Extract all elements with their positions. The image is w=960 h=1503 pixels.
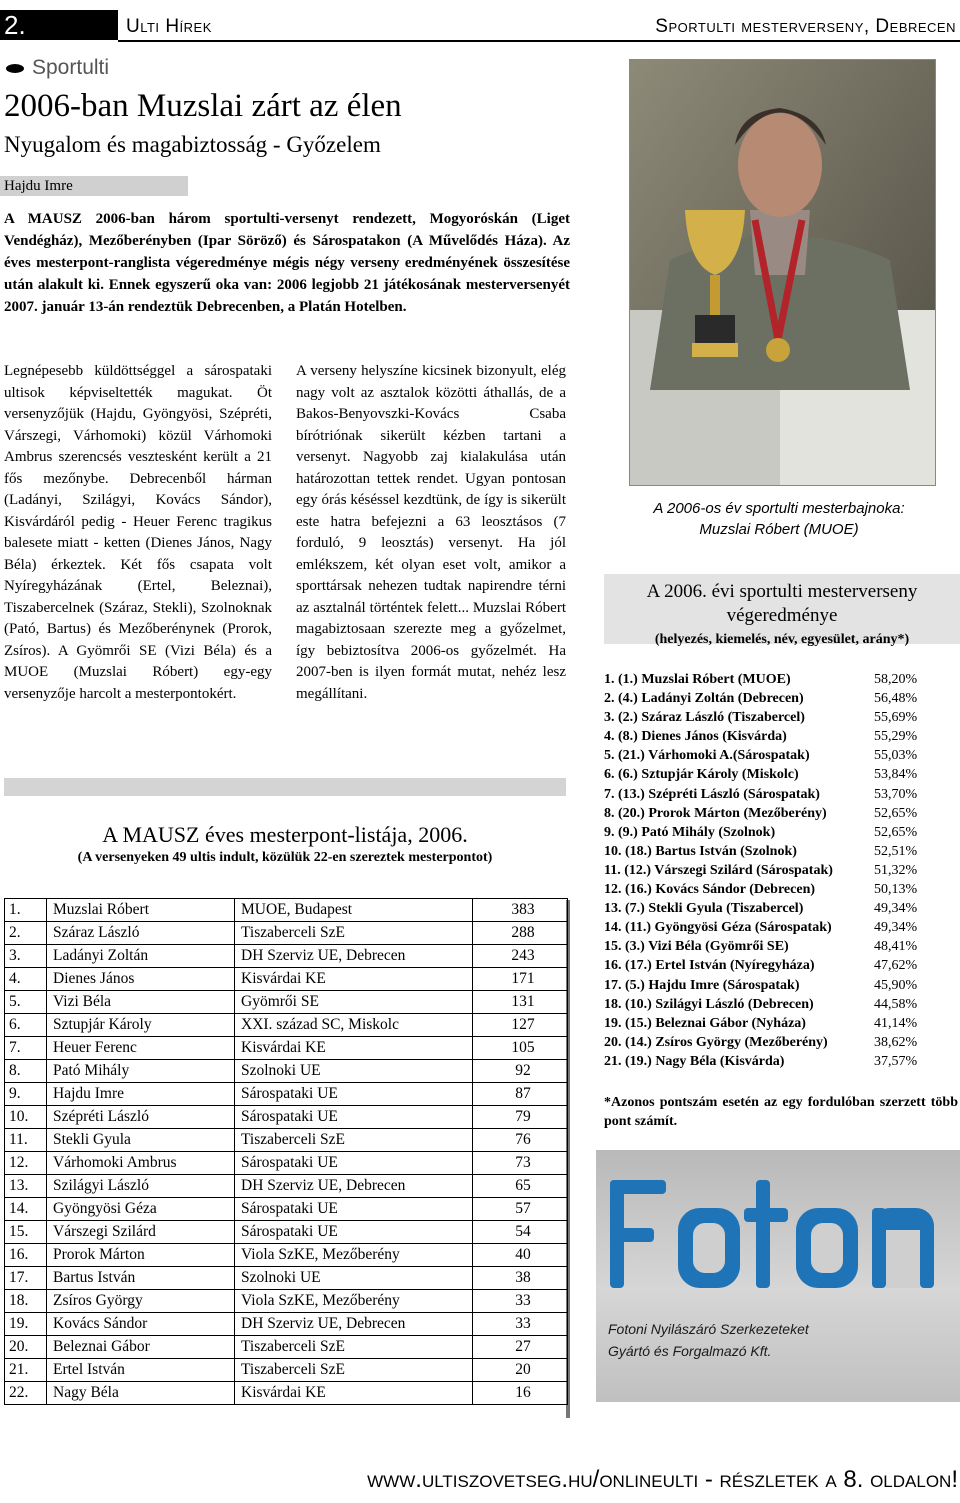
results-percent: 49,34%	[874, 901, 918, 917]
table-cell-club: Szolnoki UE	[235, 1060, 473, 1083]
bullet-icon	[6, 64, 24, 73]
results-row	[604, 937, 960, 956]
table-cell-name: Muzslai Róbert	[47, 899, 235, 922]
results-row	[604, 823, 960, 842]
results-percent: 44,58%	[874, 996, 918, 1012]
table-row	[5, 899, 568, 922]
page-number: 2.	[0, 10, 118, 40]
table-cell-name: Ertel István	[47, 1359, 235, 1382]
table-cell-points: 288	[473, 922, 568, 945]
table-cell-rank: 19.	[5, 1313, 47, 1336]
table-row	[5, 1267, 568, 1290]
table-cell-name: Beleznai Gábor	[47, 1336, 235, 1359]
results-row	[604, 918, 960, 937]
results-entry: 17. (5.) Hajdu Imre (Sárospatak)	[604, 977, 800, 993]
table-cell-rank: 12.	[5, 1152, 47, 1175]
results-entry: 7. (13.) Szépréti László (Sárospatak)	[604, 786, 820, 802]
table-cell-club: MUOE, Budapest	[235, 899, 473, 922]
results-entry: 11. (12.) Várszegi Szilárd (Sárospatak)	[604, 862, 833, 878]
results-footnote: *Azonos pontszám esetén az egy fordulóban szerzett több pont számít.	[604, 1095, 958, 1129]
headline: 2006-ban Muzslai zárt az élen	[4, 88, 402, 124]
table-cell-rank: 17.	[5, 1267, 47, 1290]
points-table-title: A MAUSZ éves mesterpont-listája, 2006.	[102, 822, 468, 847]
table-cell-name: Heuer Ferenc	[47, 1037, 235, 1060]
table-cell-rank: 15.	[5, 1221, 47, 1244]
table-cell-points: 57	[473, 1198, 568, 1221]
results-entry: 18. (10.) Szilágyi László (Debrecen)	[604, 996, 814, 1012]
results-percent: 47,62%	[874, 958, 918, 974]
table-cell-rank: 9.	[5, 1083, 47, 1106]
table-cell-rank: 6.	[5, 1014, 47, 1037]
lead-paragraph: A MAUSZ 2006-ban három sportulti-versenyt rendezett, Mogyoróskán (Liget Vendégház), Mezőberényben (Ipar Söröző) és Sárospatakon (A Művelődés Háza). Az éves mesterpont-ranglista végeredménye mégis négy verseny eredményének összesítése után alakult ki. Ennek egyszerű oka van: 2006 legjobb 21 játékosának mesterversenyét 2007. január 13-án rendeztük Debrecenben, a Platán Hotelben.	[4, 211, 570, 315]
results-row	[604, 880, 960, 899]
ad-tagline-2: Gyártó és Forgalmazó Kft.	[608, 1343, 772, 1359]
results-row	[604, 727, 960, 746]
results-row	[604, 1014, 960, 1033]
table-cell-club: DH Szerviz UE, Debrecen	[235, 945, 473, 968]
table-cell-club: Sárospataki UE	[235, 1221, 473, 1244]
table-cell-club: Szolnoki UE	[235, 1267, 473, 1290]
table-row	[5, 1313, 568, 1336]
divider-bar	[4, 778, 566, 796]
table-row	[5, 1244, 568, 1267]
table-cell-points: 171	[473, 968, 568, 991]
table-cell-rank: 5.	[5, 991, 47, 1014]
results-entry: 3. (2.) Száraz László (Tiszabercel)	[604, 710, 805, 726]
table-cell-rank: 3.	[5, 945, 47, 968]
results-percent: 52,65%	[874, 824, 918, 840]
table-row	[5, 1129, 568, 1152]
results-entry: 9. (9.) Pató Mihály (Szolnok)	[604, 824, 776, 840]
rubric	[6, 56, 109, 80]
results-row	[604, 785, 960, 804]
table-cell-points: 79	[473, 1106, 568, 1129]
table-cell-rank: 8.	[5, 1060, 47, 1083]
table-row	[5, 991, 568, 1014]
results-entry: 13. (7.) Stekli Gyula (Tiszabercel)	[604, 901, 804, 917]
table-cell-name: Szépréti László	[47, 1106, 235, 1129]
results-list	[604, 670, 960, 1071]
table-row	[5, 1221, 568, 1244]
results-percent: 38,62%	[874, 1034, 918, 1050]
results-row	[604, 899, 960, 918]
table-cell-club: Gyömrői SE	[235, 991, 473, 1014]
table-cell-name: Szilágyi László	[47, 1175, 235, 1198]
results-percent: 58,20%	[874, 672, 918, 687]
winner-photo-illustration	[630, 60, 935, 485]
results-entry: 15. (3.) Vizi Béla (Gyömrői SE)	[604, 939, 789, 955]
photo-caption-line-2: Muzslai Róbert (MUOE)	[699, 521, 859, 538]
table-cell-points: 76	[473, 1129, 568, 1152]
results-row	[604, 670, 960, 689]
results-percent: 49,34%	[874, 920, 918, 936]
table-cell-name: Kovács Sándor	[47, 1313, 235, 1336]
results-percent: 48,41%	[874, 939, 918, 955]
table-cell-rank: 11.	[5, 1129, 47, 1152]
table-row	[5, 1290, 568, 1313]
body-column-2: A verseny helyszíne kicsinek bizonyult, elég nagy volt az asztalok közötti áthallás, de a Bakos-Benyovszki-Kovács Csaba bírótriónak sikerült kézben tartani a versenyt. Nagyobb zaj kialakulása után határozottan tettek rendet. Ugyan pontosan egy órás késéssel kezdtünk, de így is sikerült este hatra befejezni a 63 leosztásos (7 forduló, 9 leosztás) versenyt. Ha jól emlékszem, két olyan eset volt, amikor a sporttársak nehezen tudtak napirendre térni az asztalnál történtek felett... Muzslai Róbert magabiztosaan szerezte meg a győzelmet, így bebiztosítva 2006-os győzelmét. Ha 2007-ben is ilyen formát mutat, nehéz lesz megállítani.	[296, 363, 566, 702]
subheadline: Nyugalom és magabiztosság - Győzelem	[4, 132, 381, 157]
results-entry: 14. (11.) Gyöngyösi Géza (Sárospatak)	[604, 920, 832, 936]
table-cell-points: 105	[473, 1037, 568, 1060]
results-entry: 12. (16.) Kovács Sándor (Debrecen)	[604, 882, 816, 898]
table-cell-points: 40	[473, 1244, 568, 1267]
table-cell-name: Hajdu Imre	[47, 1083, 235, 1106]
results-percent: 53,70%	[874, 786, 918, 802]
results-row	[604, 804, 960, 823]
byline: Hajdu Imre	[0, 176, 188, 196]
running-head: Sportulti mesterverseny, Debrecen	[655, 16, 956, 37]
table-cell-name: Ladányi Zoltán	[47, 945, 235, 968]
table-cell-rank: 13.	[5, 1175, 47, 1198]
section-name: Ulti Hírek	[126, 16, 212, 37]
table-row	[5, 1037, 568, 1060]
results-percent: 50,13%	[874, 882, 918, 898]
foton-logo-icon	[596, 1150, 960, 1402]
results-entry: 8. (20.) Prorok Márton (Mezőberény)	[604, 805, 827, 821]
table-row	[5, 1152, 568, 1175]
table-cell-rank: 18.	[5, 1290, 47, 1313]
table-cell-club: Viola SzKE, Mezőberény	[235, 1290, 473, 1313]
results-entry: 1. (1.) Muzslai Róbert (MUOE)	[604, 672, 791, 687]
results-percent: 55,69%	[874, 710, 918, 726]
results-row	[604, 1033, 960, 1052]
results-entry: 2. (4.) Ladányi Zoltán (Debrecen)	[604, 691, 804, 707]
table-row	[5, 1175, 568, 1198]
table-cell-rank: 1.	[5, 899, 47, 922]
results-row	[604, 995, 960, 1014]
results-row	[604, 842, 960, 861]
table-cell-points: 27	[473, 1336, 568, 1359]
results-row	[604, 689, 960, 708]
table-cell-points: 16	[473, 1382, 568, 1405]
winner-photo	[629, 59, 936, 486]
table-cell-club: Viola SzKE, Mezőberény	[235, 1244, 473, 1267]
table-cell-name: Vizi Béla	[47, 991, 235, 1014]
table-cell-name: Zsíros György	[47, 1290, 235, 1313]
results-row	[604, 708, 960, 727]
table-cell-name: Sztupjár Károly	[47, 1014, 235, 1037]
results-percent: 55,29%	[874, 729, 918, 745]
table-cell-name: Stekli Gyula	[47, 1129, 235, 1152]
results-entry: 10. (18.) Bartus István (Szolnok)	[604, 843, 797, 859]
table-cell-rank: 4.	[5, 968, 47, 991]
results-percent: 37,57%	[874, 1053, 918, 1069]
results-percent: 53,84%	[874, 767, 918, 783]
results-title	[604, 580, 960, 628]
table-cell-club: Kisvárdai KE	[235, 1037, 473, 1060]
foton-advertisement	[596, 1150, 960, 1402]
table-cell-name: Várhomoki Ambrus	[47, 1152, 235, 1175]
body-column-1: Legnépesebb küldöttséggel a sárospataki ultisok képviseltették magukat. Öt versenyzőjük (Hajdu, Gyöngyösi, Szépréti, Várszegi, Várhomoki) közül Várhomoki Ambrus szerencsés vesztesként került a 21 fős mezőnybe. Debrecenből hárman (Ladányi, Szilágyi, Kovács Sándor), Kisvárdáról pedig - Heuer Ferenc tragikus balesete miatt - ketten (Dienes János, Nagy Béla) érkeztek. Két fős csapata volt Nyíregyházának (Ertel, Beleznai), Tiszabercelnek (Száraz, Stekli), Szolnoknak (Pató, Bartus) és Mezőberénynek (Prorok, Zsíros). A Gyömrői SE (Vizi Béla) és a MUOE (Muzslai Róbert) egy-egy versenyzője harcolt a mesterpontokért.	[4, 363, 272, 702]
results-row	[604, 1052, 960, 1071]
table-row	[5, 1382, 568, 1405]
results-entry: 19. (15.) Beleznai Gábor (Nyháza)	[604, 1015, 806, 1031]
table-row	[5, 1060, 568, 1083]
results-percent: 55,03%	[874, 748, 918, 764]
results-row	[604, 765, 960, 784]
table-row	[5, 1359, 568, 1382]
results-percent: 41,14%	[874, 1015, 918, 1031]
results-title-line-2: végeredménye	[726, 605, 838, 626]
table-cell-points: 54	[473, 1221, 568, 1244]
results-percent: 56,48%	[874, 691, 918, 707]
table-cell-name: Gyöngyösi Géza	[47, 1198, 235, 1221]
results-row	[604, 976, 960, 995]
table-cell-points: 243	[473, 945, 568, 968]
table-cell-club: Tiszaberceli SzE	[235, 1129, 473, 1152]
table-cell-rank: 22.	[5, 1382, 47, 1405]
table-cell-points: 65	[473, 1175, 568, 1198]
table-cell-points: 38	[473, 1267, 568, 1290]
table-row	[5, 968, 568, 991]
table-cell-points: 131	[473, 991, 568, 1014]
results-title-line-1: A 2006. évi sportulti mesterverseny	[646, 581, 918, 602]
table-cell-club: Kisvárdai KE	[235, 1382, 473, 1405]
table-cell-points: 33	[473, 1290, 568, 1313]
results-percent: 52,65%	[874, 805, 918, 821]
table-cell-club: DH Szerviz UE, Debrecen	[235, 1313, 473, 1336]
table-cell-name: Várszegi Szilárd	[47, 1221, 235, 1244]
table-row	[5, 922, 568, 945]
table-row	[5, 1198, 568, 1221]
table-cell-club: Sárospataki UE	[235, 1106, 473, 1129]
results-row	[604, 861, 960, 880]
table-cell-rank: 16.	[5, 1244, 47, 1267]
results-entry: 16. (17.) Ertel István (Nyíregyháza)	[604, 958, 815, 974]
table-cell-points: 127	[473, 1014, 568, 1037]
table-cell-rank: 2.	[5, 922, 47, 945]
results-percent: 51,32%	[874, 862, 918, 878]
table-cell-club: Tiszaberceli SzE	[235, 922, 473, 945]
table-cell-rank: 20.	[5, 1336, 47, 1359]
table-cell-points: 87	[473, 1083, 568, 1106]
table-row	[5, 1083, 568, 1106]
table-cell-name: Dienes János	[47, 968, 235, 991]
photo-caption	[610, 498, 948, 540]
table-cell-club: Tiszaberceli SzE	[235, 1336, 473, 1359]
table-cell-points: 73	[473, 1152, 568, 1175]
results-percent: 52,51%	[874, 843, 918, 859]
table-cell-club: Tiszaberceli SzE	[235, 1359, 473, 1382]
results-entry: 6. (6.) Sztupjár Károly (Miskolc)	[604, 767, 799, 783]
table-cell-points: 33	[473, 1313, 568, 1336]
header-rule	[118, 40, 960, 42]
table-cell-points: 383	[473, 899, 568, 922]
ad-tagline-1: Fotoni Nyilászáró Szerkezeteket	[608, 1321, 809, 1337]
rubric-label: Sportulti	[32, 56, 110, 79]
table-cell-name: Pató Mihály	[47, 1060, 235, 1083]
table-cell-rank: 10.	[5, 1106, 47, 1129]
table-cell-club: XXI. század SC, Miskolc	[235, 1014, 473, 1037]
table-cell-rank: 14.	[5, 1198, 47, 1221]
results-entry: 5. (21.) Várhomoki A.(Sárospatak)	[604, 748, 810, 764]
table-row	[5, 945, 568, 968]
table-cell-rank: 21.	[5, 1359, 47, 1382]
table-cell-points: 92	[473, 1060, 568, 1083]
points-table-subtitle: (A versenyeken 49 ultis indult, közülük 22-en szereztek mesterpontot)	[77, 850, 493, 865]
table-cell-club: Sárospataki UE	[235, 1083, 473, 1106]
table-cell-club: Kisvárdai KE	[235, 968, 473, 991]
results-row	[604, 746, 960, 765]
footer-url: www.ultiszovetseg.hu/onlineulti - részletek a 8. oldalon!	[367, 1466, 958, 1493]
results-percent: 45,90%	[874, 977, 918, 993]
results-entry: 20. (14.) Zsíros György (Mezőberény)	[604, 1034, 828, 1050]
points-table	[4, 898, 568, 1405]
table-cell-name: Száraz László	[47, 922, 235, 945]
table-cell-club: DH Szerviz UE, Debrecen	[235, 1175, 473, 1198]
table-cell-club: Sárospataki UE	[235, 1152, 473, 1175]
table-cell-name: Nagy Béla	[47, 1382, 235, 1405]
table-cell-rank: 7.	[5, 1037, 47, 1060]
results-entry: 21. (19.) Nagy Béla (Kisvárda)	[604, 1053, 785, 1069]
table-row	[5, 1336, 568, 1359]
table-cell-name: Prorok Márton	[47, 1244, 235, 1267]
table-cell-club: Sárospataki UE	[235, 1198, 473, 1221]
results-header-box	[604, 574, 960, 647]
photo-caption-line-1: A 2006-os év sportulti mesterbajnoka:	[653, 500, 905, 517]
results-entry: 4. (8.) Dienes János (Kisvárda)	[604, 729, 787, 745]
table-row	[5, 1014, 568, 1037]
results-subtitle: (helyezés, kiemelés, név, egyesület, arány*)	[654, 632, 910, 647]
table-cell-points: 20	[473, 1359, 568, 1382]
table-row	[5, 1106, 568, 1129]
table-cell-name: Bartus István	[47, 1267, 235, 1290]
results-row	[604, 956, 960, 975]
